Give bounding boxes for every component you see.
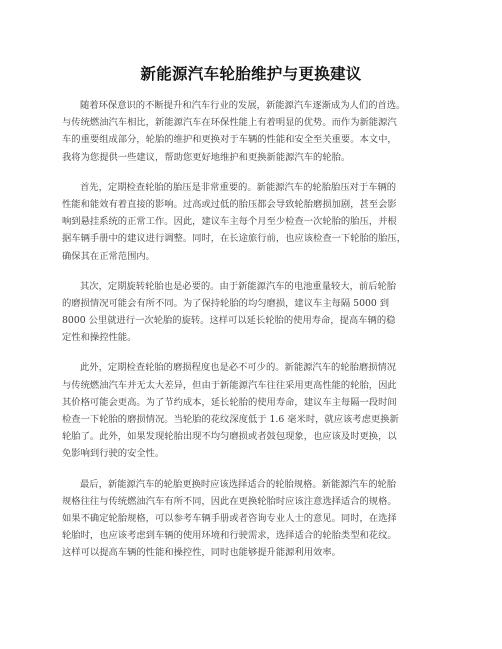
paragraph [62,278,442,347]
paragraph [62,179,442,265]
document-body [62,97,442,575]
paragraph-line: 如果不确定轮胎规格，可以参考车辆手册或者咨询专业人士的意见。同时，在选择 [62,512,397,524]
paragraph-line: 与传统燃油汽车并无太大差异，但由于新能源汽车往往采用更高性能的轮胎，因此 [62,379,397,391]
paragraph-line: 检查一下轮胎的磨损情况。当轮胎的花纹深度低于 1.6 毫米时，就应该考虑更换新 [62,414,399,425]
paragraph-line: 性能和能效有着直接的影响。过高或过低的胎压都会导致轮胎磨损加剧，甚至会影 [62,198,397,210]
paragraph-line: 轮胎时，也应该考虑到车辆的使用环境和行驶需求，选择适合的轮胎类型和花纹。 [62,530,397,542]
paragraph-line: 定性和操控性能。 [62,332,137,344]
paragraph-line: 车的重要组成部分，轮胎的维护和更换对于车辆的性能和安全至关重要。本文中， [62,134,397,146]
paragraph-line: 规格往往与传统燃油汽车有所不同，因此在更换轮胎时应该注意选择适合的规格。 [62,495,397,507]
paragraph-line: 随着环保意识的不断提升和汽车行业的发展，新能源汽车逐渐成为人们的首选。 [80,100,406,111]
paragraph-line: 的磨损情况可能会有所不同。为了保持轮胎的均匀磨损，建议车主每隔 5000 到 [62,297,390,309]
document-title: 新能源汽车轮胎维护与更换建议 [140,65,362,83]
paragraph-line: 据车辆手册中的建议进行调整。同时，在长途旅行前，也应该检查一下轮胎的胎压， [62,233,406,245]
paragraph-line: 我将为您提供一些建议，帮助您更好地维护和更换新能源汽车的轮胎。 [62,151,351,163]
paragraph-line: 其价格可能会更高。为了节约成本，延长轮胎的使用寿命，建议车主每隔一段时间 [62,396,397,408]
paragraph-line: 8000 公里就进行一次轮胎的旋转。这样可以延长轮胎的使用寿命，提高车辆的稳 [62,315,396,327]
paragraph-line: 此外，定期检查轮胎的磨损程度也是必不可少的。新能源汽车的轮胎磨损情况 [80,362,397,374]
paragraph-line: 最后，新能源汽车的轮胎更换时应该选择适合的轮胎规格。新能源汽车的轮胎 [80,478,397,490]
paragraph-line: 首先，定期检查轮胎的胎压是非常重要的。新能源汽车的轮胎胎压对于车辆的 [80,181,397,193]
paragraph [62,359,442,462]
paragraph-line: 轮胎了。此外，如果发现轮胎出现不均匀磨损或者鼓包现象，也应该及时更换，以 [62,431,397,443]
paragraph-line: 确保其在正常范围内。 [62,250,155,262]
paragraph-line: 响到悬挂系统的正常工作。因此，建议车主每个月至少检查一次轮胎的胎压，并根 [62,216,397,228]
paragraph-line: 其次，定期旋转轮胎也是必要的。由于新能源汽车的电池重量较大，前后轮胎 [80,280,397,292]
paragraph-line: 与传统燃油汽车相比，新能源汽车在环保性能上有着明显的优势。而作为新能源汽 [62,117,397,129]
paragraph-line: 免影响到行驶的安全性。 [62,448,165,460]
paragraph [62,476,442,562]
paragraph-line: 这样可以提高车辆的性能和操控性，同时也能够提升能源利用效率。 [62,547,341,559]
paragraph [62,97,442,166]
